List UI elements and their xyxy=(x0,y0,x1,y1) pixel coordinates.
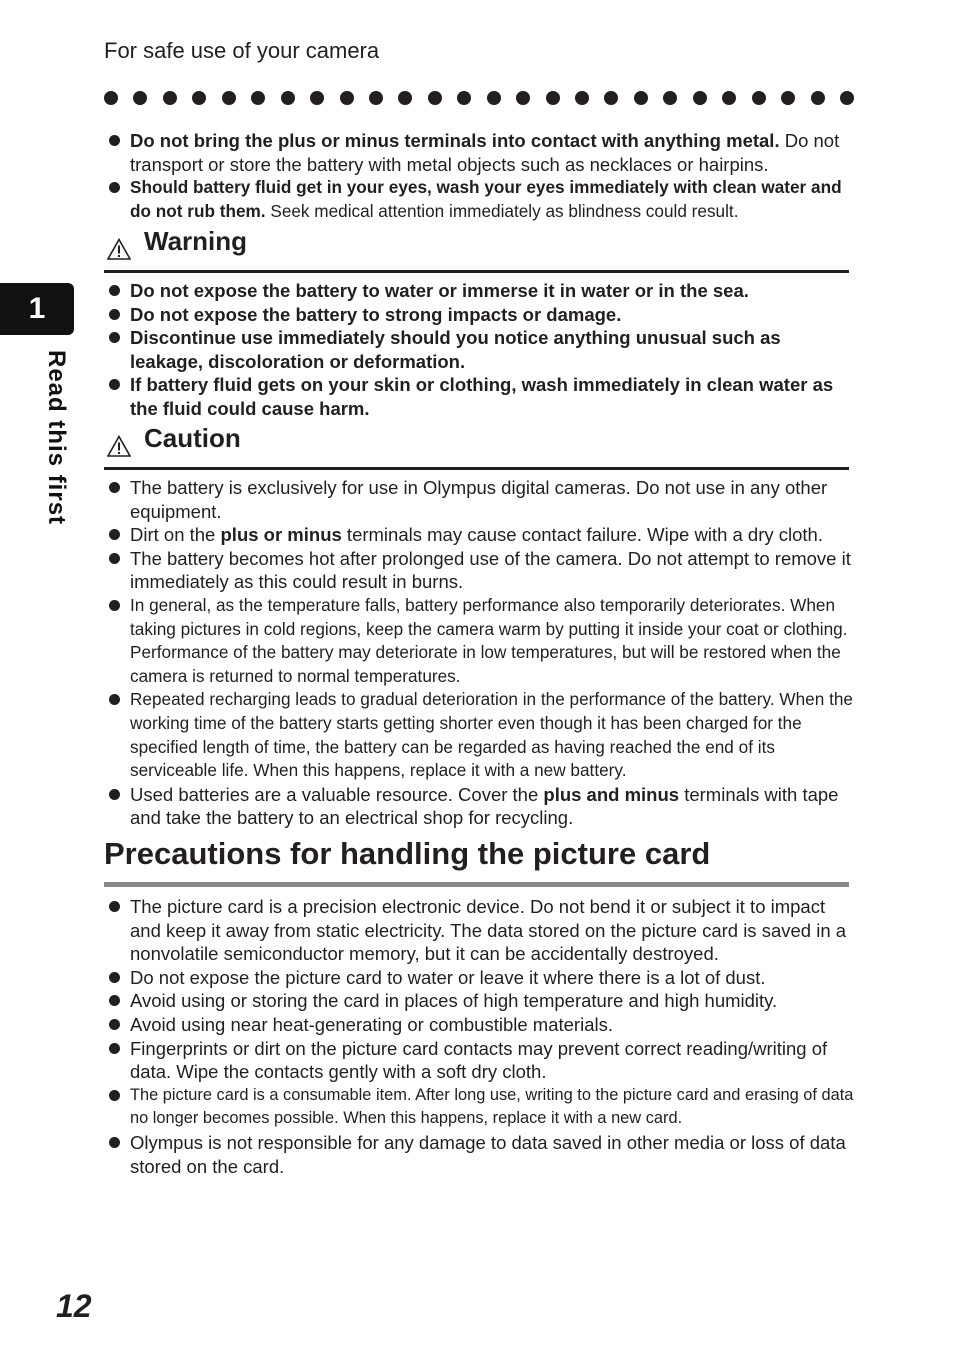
list-item: If battery fluid gets on your skin or clothing, wash immediately in clean water as the fluid could cause harm. xyxy=(104,373,854,420)
divider-dot xyxy=(457,91,471,105)
caution-title: Caution xyxy=(144,423,241,453)
list-item: Do not expose the battery to water or immerse it in water or in the sea. xyxy=(104,279,854,303)
caution-list xyxy=(104,476,854,830)
list-item: Avoid using near heat-generating or combustible materials. xyxy=(104,1013,854,1037)
item-text: In general, as the temperature falls, battery performance also temporarily deteriorates. When taking pictures in cold regions, keep the camera warm by putting it inside your coat or clothing. Performance of the battery may deteriorate in low temperatures, but will be restored when the camera is returned to normal temperatures. xyxy=(130,594,848,686)
divider-dot xyxy=(516,91,530,105)
list-item: Fingerprints or dirt on the picture card contacts may prevent correct reading/writing of data. Wipe the contacts gently with a soft dry cloth. xyxy=(104,1037,854,1084)
divider-dot xyxy=(369,91,383,105)
section-rule xyxy=(104,882,849,887)
item-text: The battery is exclusively for use in Olympus digital cameras. Do not use in any other equipment. xyxy=(130,477,828,522)
divider-dot xyxy=(281,91,295,105)
warning-list xyxy=(104,279,854,421)
divider-dot xyxy=(163,91,177,105)
list-item: The picture card is a consumable item. After long use, writing to the picture card and erasing of data no longer becomes possible. When this happens, replace it with a new card. xyxy=(104,1084,854,1131)
divider-dot xyxy=(251,91,265,105)
list-item: Avoid using or storing the card in places of high temperature and high humidity. xyxy=(104,989,854,1013)
divider-dot xyxy=(604,91,618,105)
divider-dot xyxy=(752,91,766,105)
item-text: Used batteries are a valuable resource. Cover the xyxy=(130,783,544,805)
item-text: terminals with tape and take the battery to an electrical shop for recycling. xyxy=(130,783,839,829)
divider-dot xyxy=(310,91,324,105)
divider-dot xyxy=(428,91,442,105)
list-item xyxy=(104,688,854,782)
list-item: Discontinue use immediately should you notice anything unusual such as leakage, discoloration or deformation. xyxy=(104,326,854,373)
divider-dot xyxy=(693,91,707,105)
dot-divider xyxy=(104,89,854,107)
divider-dot xyxy=(222,91,236,105)
battery-general-list xyxy=(104,129,854,223)
list-item xyxy=(104,476,854,523)
chapter-label xyxy=(42,350,72,530)
picture-card-list xyxy=(104,895,854,1178)
section-title: Precautions for handling the picture card xyxy=(104,836,711,871)
divider-dot xyxy=(546,91,560,105)
chapter-label-text: Read this first xyxy=(43,350,70,526)
list-item: Olympus is not responsible for any damage to data saved in other media or loss of data stored on the card. xyxy=(104,1131,854,1178)
list-item xyxy=(104,783,854,830)
item-bold: Do not bring the plus or minus terminals into contact with anything metal. xyxy=(130,130,780,151)
warning-heading xyxy=(104,226,849,273)
divider-dot xyxy=(840,91,854,105)
chapter-tab: 1 xyxy=(0,283,74,335)
divider-dot xyxy=(487,91,501,105)
divider-dot xyxy=(192,91,206,105)
page-number: 12 xyxy=(56,1288,92,1324)
list-item: Do not expose the battery to strong impacts or damage. xyxy=(104,303,854,327)
list-item xyxy=(104,547,854,594)
divider-dot xyxy=(634,91,648,105)
item-text: terminals may cause contact failure. Wipe with a dry cloth. xyxy=(341,524,823,546)
divider-dot xyxy=(575,91,589,105)
list-item: The picture card is a precision electronic device. Do not bend it or subject it to impact and keep it away from static electricity. The data stored on the picture card is saved in a nonvolatile semiconductor memory, but it can be accidentally destroyed. xyxy=(104,895,854,966)
list-item xyxy=(104,129,854,176)
list-item: Do not expose the picture card to water or leave it where there is a lot of dust. xyxy=(104,966,854,990)
divider-dot xyxy=(104,91,118,105)
caution-triangle-icon xyxy=(107,435,131,457)
divider-dot xyxy=(811,91,825,105)
divider-dot xyxy=(398,91,412,105)
divider-dot xyxy=(133,91,147,105)
caution-heading xyxy=(104,423,849,470)
list-item xyxy=(104,176,854,223)
warning-title: Warning xyxy=(144,226,248,256)
list-item xyxy=(104,594,854,688)
item-bold: Should battery fluid get in your eyes, wash your eyes immediately with clean water and do not rub them. xyxy=(130,177,842,221)
item-bold: plus or minus xyxy=(220,524,342,546)
item-bold: plus and minus xyxy=(543,783,680,805)
item-text: Seek medical attention immediately as blindness could result. xyxy=(265,200,739,221)
divider-dot xyxy=(340,91,354,105)
item-text: Repeated recharging leads to gradual deterioration in the performance of the battery. When the working time of the battery starts getting shorter even though it has been charged for the specified length of time, the battery can be regarded as having reached the end of its serviceable life. When this happens, replace it with a new battery. xyxy=(130,689,853,781)
divider-dot xyxy=(781,91,795,105)
list-item xyxy=(104,523,854,547)
divider-dot xyxy=(663,91,677,105)
warning-triangle-icon xyxy=(107,238,131,260)
item-text: Dirt on the xyxy=(130,524,221,546)
divider-dot xyxy=(722,91,736,105)
item-text: Do not transport or store the battery with metal objects such as necklaces or hairpins. xyxy=(130,130,840,175)
running-head: For safe use of your camera xyxy=(104,38,380,63)
item-text: The battery becomes hot after prolonged use of the camera. Do not attempt to remove it immediately as this could result in burns. xyxy=(130,547,851,593)
